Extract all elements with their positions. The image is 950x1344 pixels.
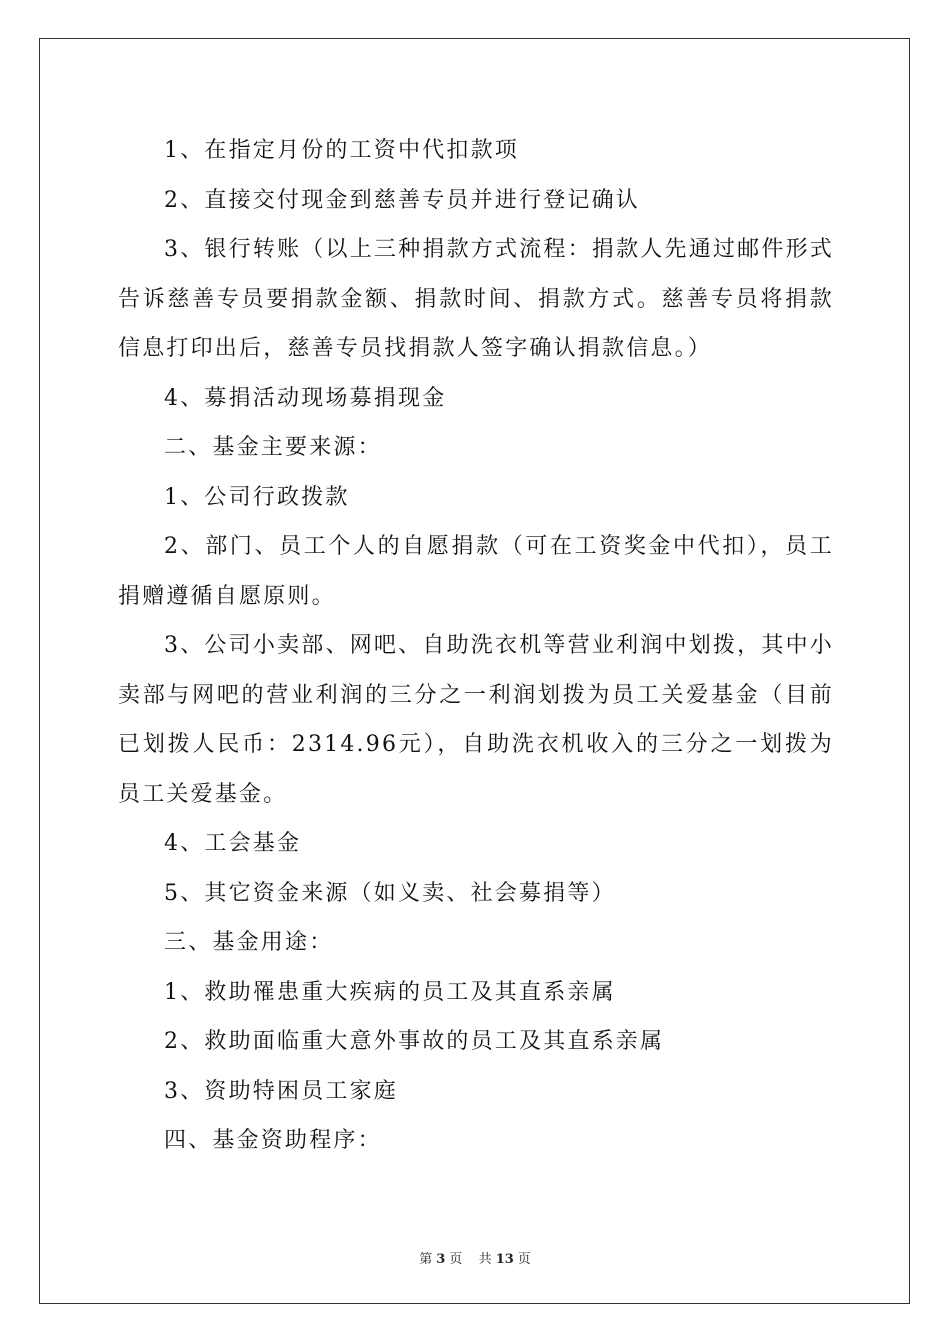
- total-pages: 13: [495, 1252, 514, 1267]
- page-footer: [0, 1248, 950, 1267]
- section-heading: 四、基金资助程序：: [164, 1128, 382, 1153]
- paragraph: 3、资助特困员工家庭: [164, 1078, 398, 1104]
- page-number: 3: [436, 1252, 446, 1267]
- paragraph: 4、工会基金: [164, 831, 302, 856]
- paragraph: 3、银行转账（以上三种捐款方式流程：捐款人先通过邮件形式告诉慈善专员要捐款金额、捐款时间、捐款方式。慈善专员将捐款信息打印出后，慈善专员找捐款人签字确认捐款信息。）: [118, 237, 834, 361]
- document-body: [118, 126, 834, 1166]
- page-prefix: 第: [419, 1252, 433, 1267]
- paragraph: 2、救助面临重大意外事故的员工及其直系亲属: [164, 1029, 665, 1054]
- paragraph: 2、部门、员工个人的自愿捐款（可在工资奖金中代扣），员工捐赠遵循自愿原则。: [118, 534, 834, 609]
- page-suffix: 页: [449, 1252, 463, 1267]
- total-suffix: 页: [517, 1252, 531, 1267]
- section-heading: 三、基金用途：: [164, 930, 334, 955]
- paragraph: 2、直接交付现金到慈善专员并进行登记确认: [164, 187, 640, 213]
- paragraph: 1、公司行政拨款: [164, 484, 350, 510]
- paragraph: 4、募捐活动现场募捐现金: [164, 385, 447, 411]
- total-prefix: 共: [478, 1252, 492, 1267]
- paragraph: 1、救助罹患重大疾病的员工及其直系亲属: [164, 979, 616, 1005]
- paragraph: 5、其它资金来源（如义卖、社会募捐等）: [164, 880, 616, 906]
- paragraph: 3、公司小卖部、网吧、自助洗衣机等营业利润中划拨，其中小卖部与网吧的营业利润的三分之一利润划拨为员工关爱基金（目前已划拨人民币：2314.96元），自助洗衣机收入的三分之一划拨为员工关爱基金。: [118, 633, 834, 807]
- paragraph: 1、在指定月份的工资中代扣款项: [164, 138, 519, 163]
- section-heading: 二、基金主要来源：: [164, 435, 382, 460]
